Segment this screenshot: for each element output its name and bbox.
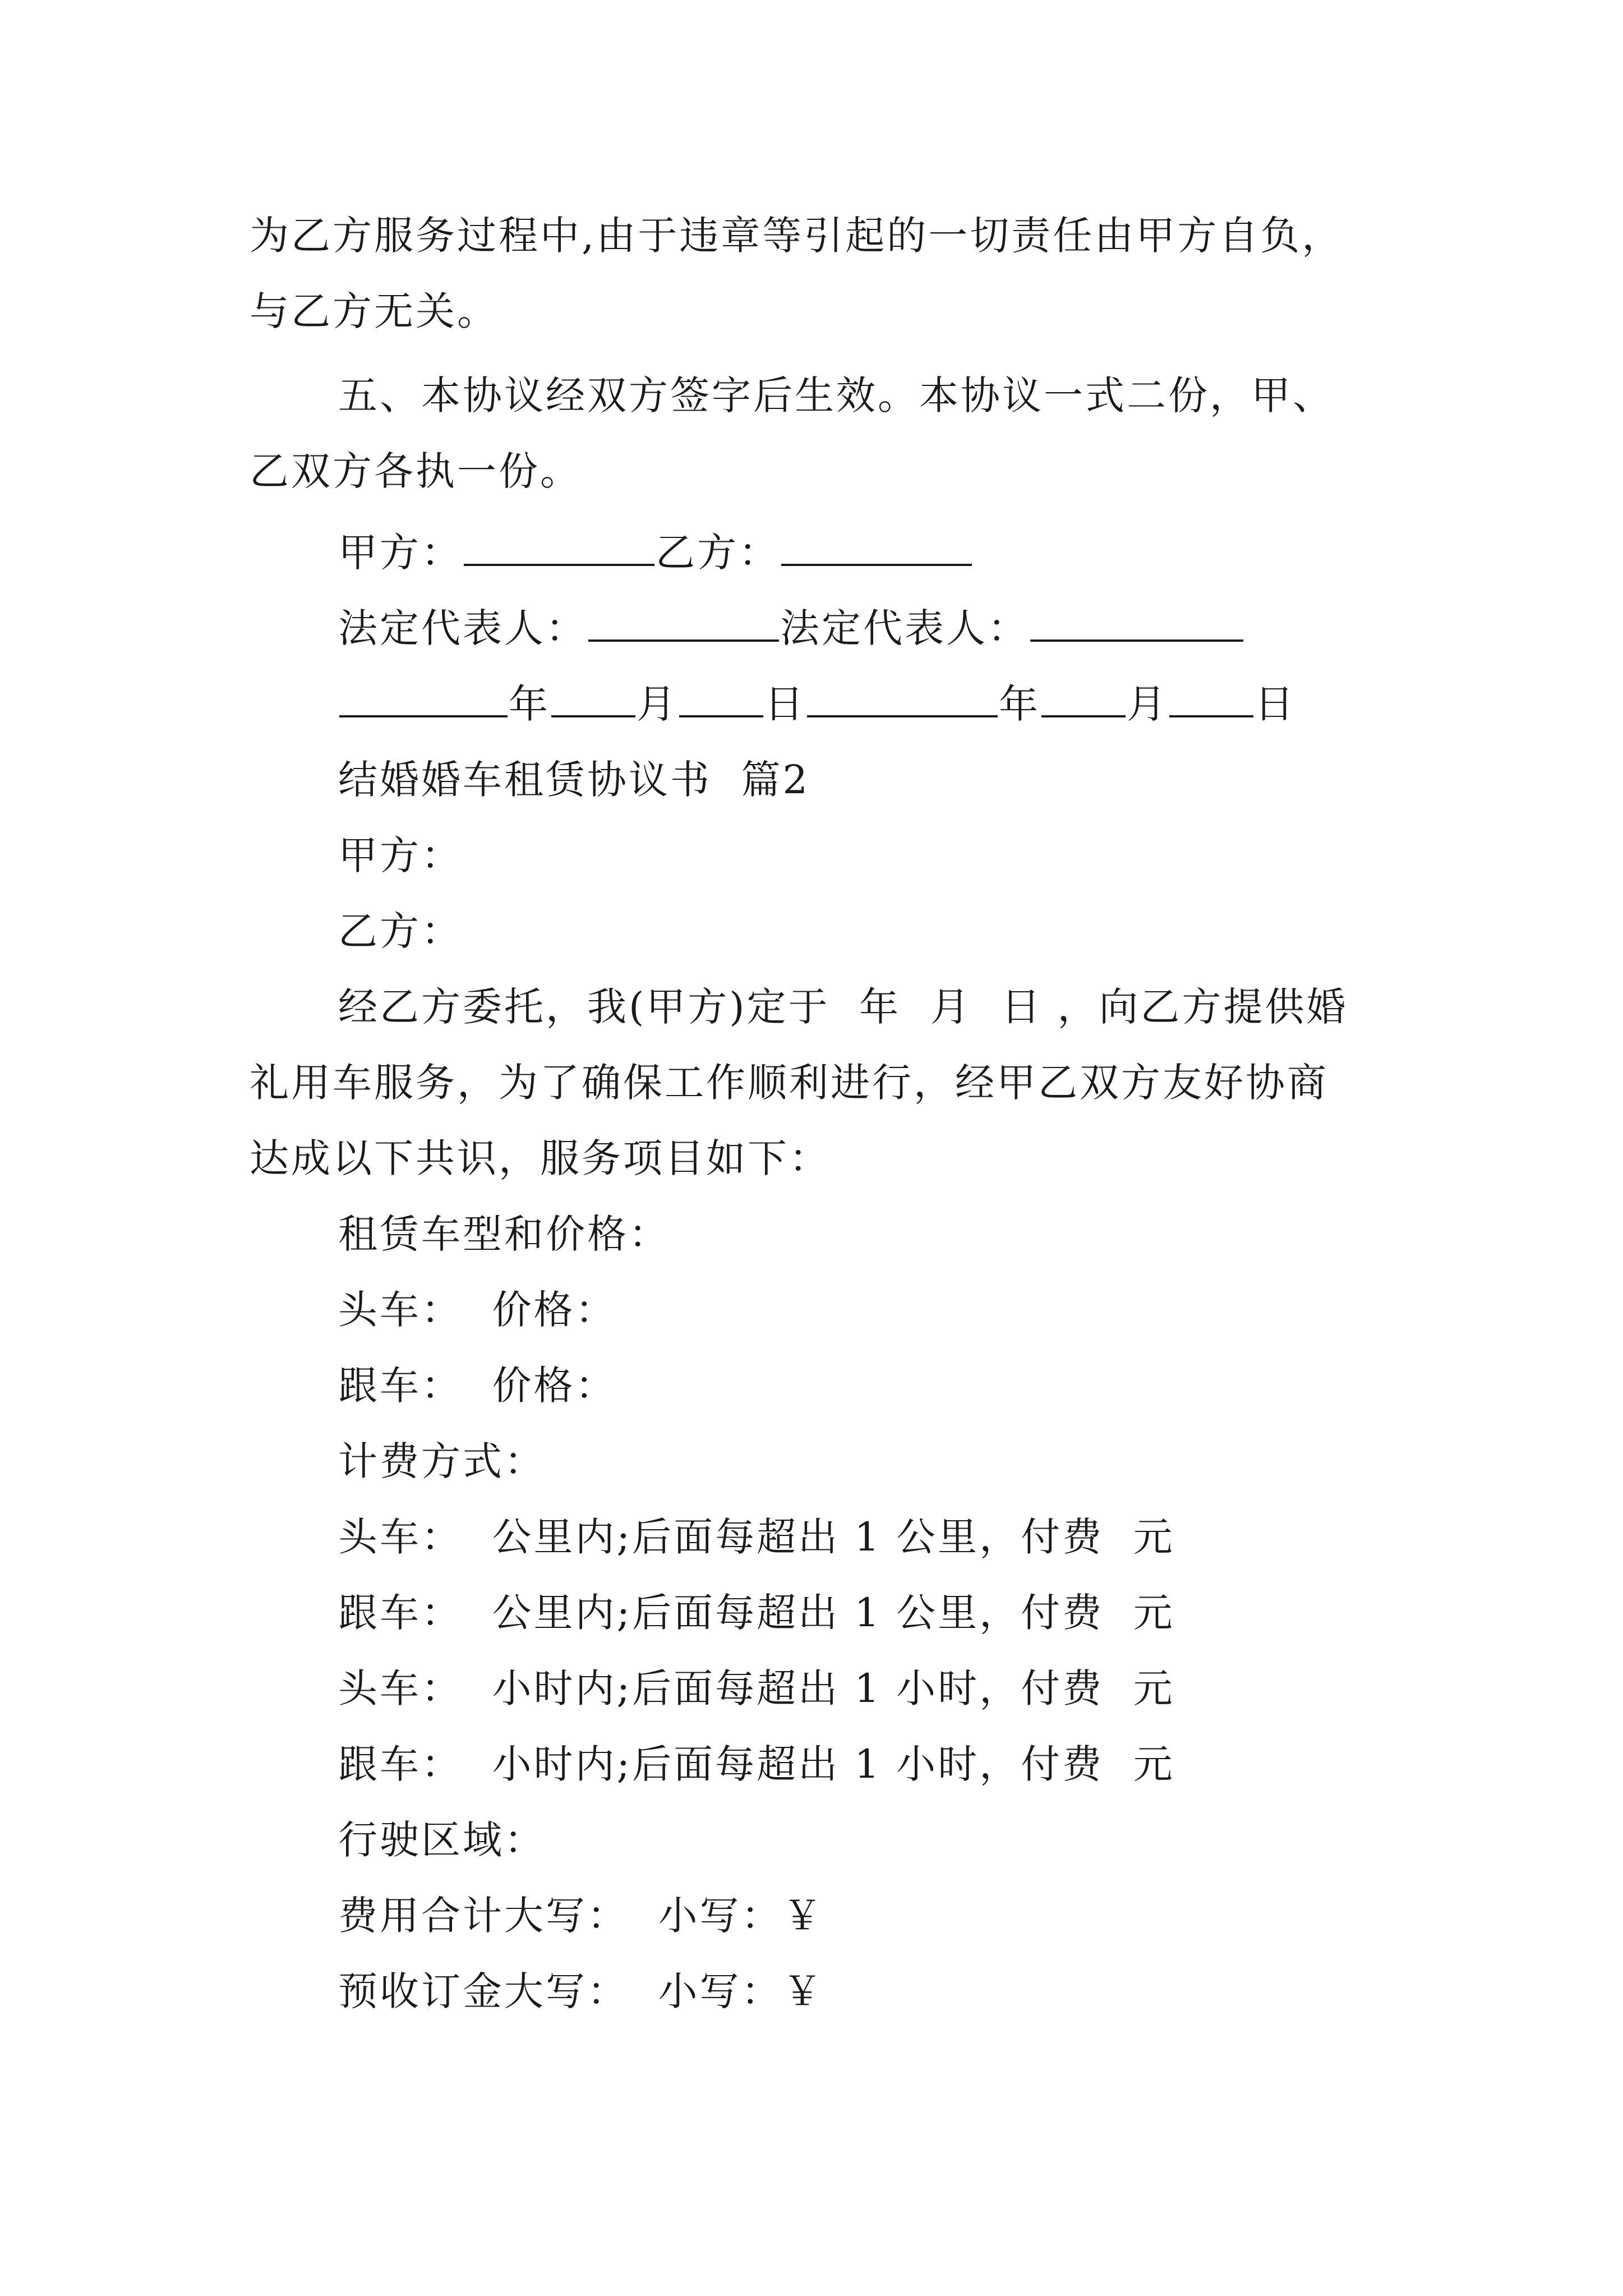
driving-area-line: 行驶区域： — [338, 1817, 546, 1863]
day-b-blank — [1169, 679, 1253, 717]
year-a-blank — [339, 679, 508, 717]
year-b-blank — [807, 679, 998, 717]
billing-row: 头车： 公里内;后面每超出 1 公里，付费 元 — [338, 1514, 1175, 1560]
day-a-blank — [679, 679, 763, 717]
month-a-label: 月 — [637, 681, 678, 727]
year-b-label: 年 — [999, 681, 1040, 727]
rep-a-blank — [588, 604, 779, 642]
party-a-label: 甲方： — [338, 530, 463, 576]
rep-b-label: 法定代表人： — [780, 605, 1029, 651]
deposit-line: 预收订金大写： 小写：￥ — [338, 1968, 824, 2014]
day-b-label: 日 — [1255, 681, 1296, 727]
year-a-label: 年 — [509, 681, 550, 727]
head-car-price-line: 头车： 价格： — [338, 1287, 617, 1333]
paragraph-line: 为乙方服务过程中,由于违章等引起的一切责任由甲方自负， — [250, 213, 1344, 259]
month-a-blank — [551, 679, 635, 717]
billing-row: 跟车： 公里内;后面每超出 1 公里，付费 元 — [338, 1590, 1175, 1636]
paragraph-line: 五、本协议经双方签字后生效。本协议一式二份，甲、 — [338, 372, 1334, 418]
paragraph-line: 与乙方无关。 — [250, 288, 499, 334]
signature-rep-line — [338, 600, 1244, 656]
month-b-label: 月 — [1127, 681, 1168, 727]
party-a-line: 甲方： — [338, 832, 463, 878]
billing-row: 跟车： 小时内;后面每超出 1 小时，付费 元 — [338, 1741, 1175, 1787]
signature-date-line — [338, 676, 1296, 732]
month-b-blank — [1041, 679, 1126, 717]
follow-car-price-line: 跟车： 价格： — [338, 1363, 617, 1409]
total-cost-line: 费用合计大写： 小写：￥ — [338, 1893, 824, 1939]
signature-parties-line — [338, 524, 973, 581]
party-b-line: 乙方： — [338, 908, 463, 954]
day-a-label: 日 — [764, 681, 806, 727]
party-b-blank — [781, 528, 972, 566]
billing-row: 头车： 小时内;后面每超出 1 小时，付费 元 — [338, 1665, 1175, 1711]
intro-line: 礼用车服务，为了确保工作顺利进行，经甲乙双方友好协商 — [250, 1060, 1329, 1106]
intro-line: 达成以下共识，服务项目如下： — [250, 1135, 831, 1181]
paragraph-line: 乙双方各执一份。 — [250, 448, 582, 494]
rep-a-label: 法定代表人： — [338, 605, 587, 651]
car-types-heading: 租赁车型和价格： — [338, 1211, 670, 1257]
section-title: 结婚婚车租赁协议书 篇2 — [338, 757, 810, 803]
rep-b-blank — [1030, 604, 1243, 642]
party-a-blank — [464, 528, 654, 566]
billing-heading: 计费方式： — [338, 1438, 546, 1484]
intro-line: 经乙方委托，我(甲方)定于 年 月 日 ，向乙方提供婚 — [338, 984, 1348, 1030]
party-b-label: 乙方： — [656, 530, 780, 576]
